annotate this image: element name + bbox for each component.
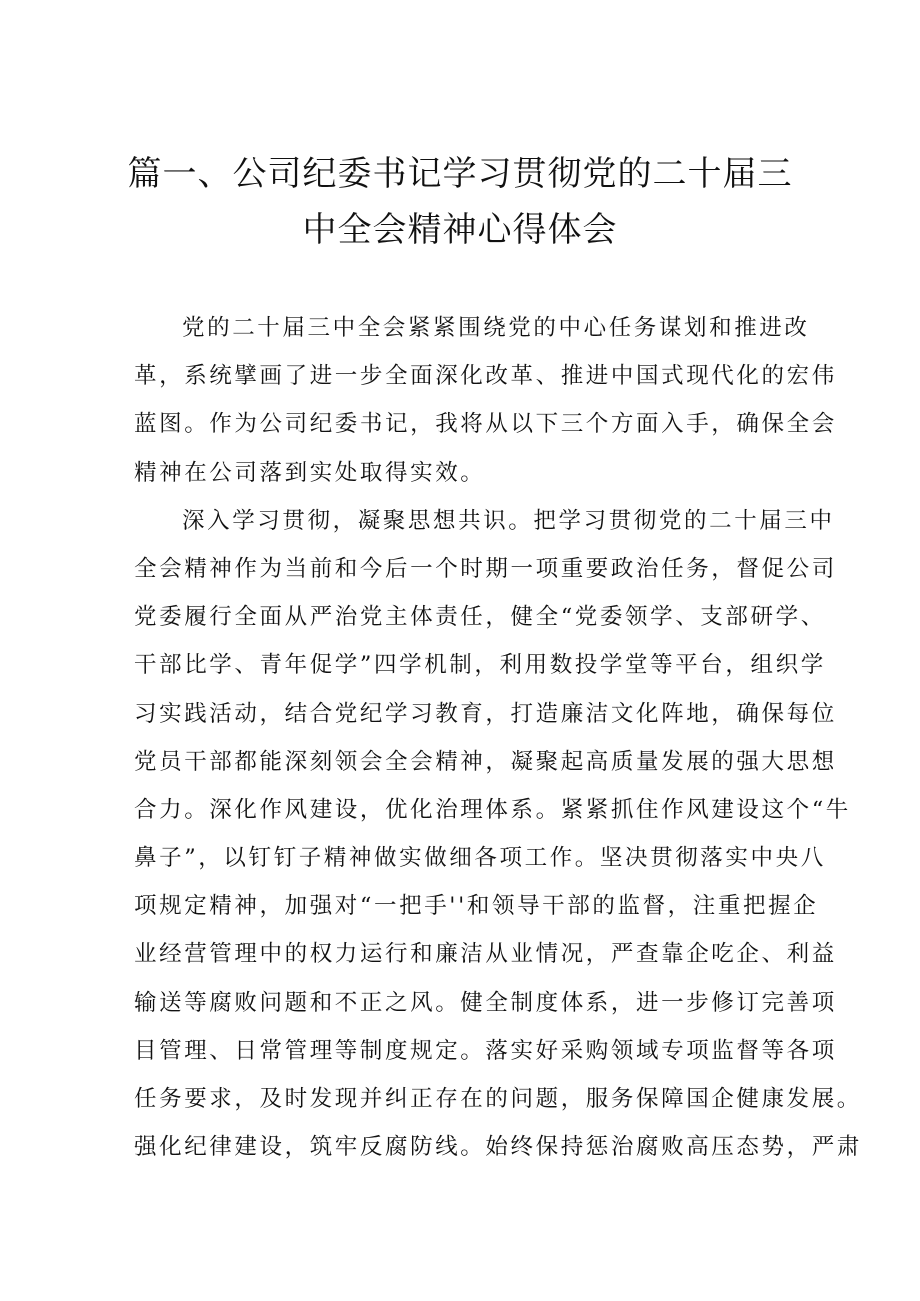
document-body [134, 304, 862, 1171]
text-line: 蓝图。作为公司纪委书记，我将从以下三个方面入手，确保全会 [134, 411, 837, 438]
text-line: 干部比学、青年促学”四学机制，利用数投学堂等平台，组织学 [134, 652, 826, 679]
document-title [120, 146, 800, 258]
text-line: 党委履行全面从严治党主体责任，健全“党委领学、支部研学、 [134, 604, 826, 631]
text-line: 鼻子”，以钉钉子精神做实做细各项工作。坚决贯彻落实中央八 [134, 845, 826, 872]
title-line-1: 篇一、公司纪委书记学习贯彻党的二十届三 [127, 154, 793, 194]
text-line: 输送等腐败问题和不正之风。健全制度体系，进一步修订完善项 [134, 989, 837, 1016]
text-line: 习实践活动，结合党纪学习教育，打造廉洁文化阵地，确保每位 [134, 700, 837, 727]
text-line: 党的二十届三中全会紧紧围绕党的中心任务谋划和推进改 [182, 315, 810, 341]
title-line-2: 中全会精神心得体会 [302, 210, 618, 250]
text-line: 业经营管理中的权力运行和廉洁从业情况，严查靠企吃企、利益 [134, 941, 837, 968]
text-line: 强化纪律建设，筑牢反腐防线。始终保持惩治腐败高压态势，严肃 [134, 1134, 862, 1161]
text-line: 深入学习贯彻，凝聚思想共识。把学习贯彻党的二十届三中 [182, 507, 835, 534]
text-line: 精神在公司落到实处取得实效。 [134, 459, 486, 486]
text-line: 合力。深化作风建设，优化治理体系。紧紧抓住作风建设这个“牛 [134, 796, 851, 823]
text-line: 任务要求，及时发现并纠正存在的问题，服务保障国企健康发展。 [134, 1086, 862, 1112]
text-line: 全会精神作为当前和今后一个时期一项重要政治任务，督促公司 [134, 555, 837, 582]
paragraph-1 [134, 304, 837, 497]
paragraph-2 [134, 497, 862, 1172]
text-line: 革，系统擘画了进一步全面深化改革、推进中国式现代化的宏伟 [134, 363, 837, 390]
text-line: 党员干部都能深刻领会全会精神，凝聚起高质量发展的强大思想 [134, 748, 837, 775]
text-line: 目管理、日常管理等制度规定。落实好采购领域专项监督等各项 [134, 1037, 837, 1064]
text-line: 项规定精神，加强对“一把手''和领导干部的监督，注重把握企 [134, 893, 819, 920]
